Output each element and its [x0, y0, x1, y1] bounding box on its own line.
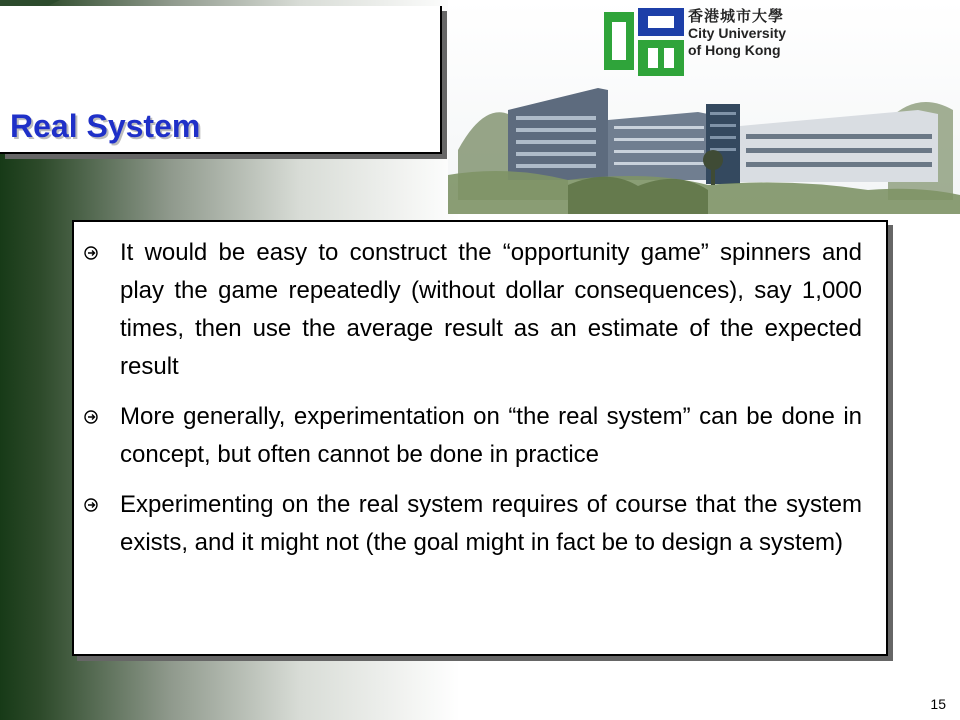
arrow-bullet-icon: [84, 246, 98, 260]
university-name-line1: City University: [688, 25, 787, 41]
bullet-item: [84, 398, 862, 474]
slide-title: Real System: [10, 108, 201, 144]
university-logo: [602, 6, 688, 80]
page-number: 15: [930, 696, 946, 712]
bullet-text: More generally, experimentation on “the real system” can be done in concept, but often cannot be done in practice: [120, 403, 862, 468]
bullet-item: [84, 234, 862, 386]
university-name-line2: of Hong Kong: [688, 42, 781, 58]
arrow-bullet-icon: [84, 498, 98, 512]
university-name: [688, 8, 848, 59]
arrow-bullet-icon: [84, 410, 98, 424]
bullet-list: [84, 234, 862, 574]
university-name-chinese: 香港城市大學: [688, 8, 785, 25]
bullet-text: It would be easy to construct the “opportunity game” spinners and play the game repeatedly (without dollar consequences), say 1,000 times, then use the average result as an estimate of the expected result: [120, 239, 862, 380]
bullet-item: [84, 486, 862, 562]
content-panel: [72, 220, 888, 656]
bullet-text: Experimenting on the real system requires of course that the system exists, and it might not (the goal might in fact be to design a system): [120, 491, 862, 556]
